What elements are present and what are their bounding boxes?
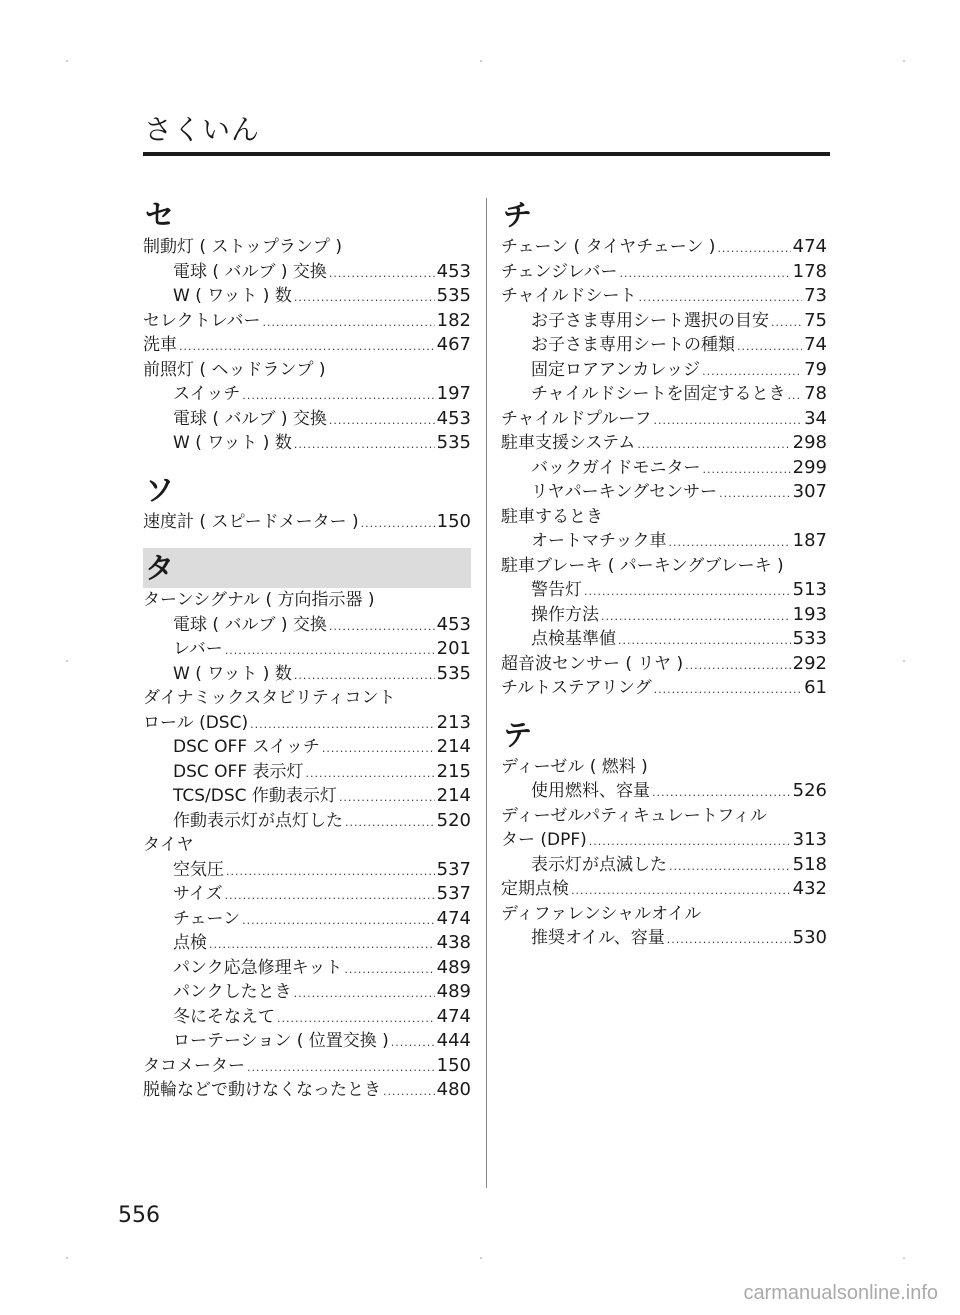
index-entry[interactable] <box>143 784 471 809</box>
index-entry-page[interactable]: 535 <box>436 662 471 684</box>
index-entry-label: 警告灯 <box>531 580 582 600</box>
index-entry-label: 使用燃料、容量 <box>531 781 650 801</box>
dot-leader <box>669 531 791 556</box>
dot-leader <box>391 1031 435 1056</box>
crop-mark <box>903 1257 905 1259</box>
index-entry[interactable] <box>501 529 827 554</box>
crop-mark <box>480 60 482 62</box>
index-entry-page[interactable]: 526 <box>792 780 827 801</box>
index-entry <box>143 588 471 613</box>
index-entry[interactable] <box>143 735 471 760</box>
index-entry-label: サイズ <box>173 884 223 904</box>
index-entry-page[interactable]: 480 <box>436 1079 471 1100</box>
index-entry-label: 空気圧 <box>173 859 224 880</box>
index-entry <box>143 686 471 711</box>
dot-leader <box>788 384 803 409</box>
index-entry-page[interactable]: 533 <box>792 628 827 649</box>
index-entry[interactable] <box>501 260 827 285</box>
index-entry[interactable] <box>501 603 827 628</box>
index-entry-label: 定期点検 <box>501 879 569 899</box>
dot-leader <box>262 311 434 336</box>
crop-mark <box>66 660 68 662</box>
index-entry-page[interactable]: 75 <box>804 309 827 331</box>
index-entry-page[interactable]: 74 <box>804 334 827 355</box>
index-column-right <box>501 195 827 951</box>
index-entry-page[interactable]: 73 <box>804 285 827 306</box>
index-entry[interactable] <box>143 858 471 883</box>
index-entry[interactable] <box>501 358 827 383</box>
index-entry-label: タコメーター <box>143 1055 245 1076</box>
column-divider <box>486 198 487 1188</box>
index-entry-page[interactable]: 197 <box>436 383 471 404</box>
dot-leader <box>306 762 435 787</box>
section-gap <box>143 456 471 470</box>
index-entry[interactable] <box>143 760 471 785</box>
dot-leader <box>242 909 434 934</box>
page-title: さくいん <box>144 113 261 146</box>
dot-leader <box>383 1080 435 1105</box>
index-entry-page[interactable]: 518 <box>792 853 827 875</box>
index-entry-page[interactable]: 537 <box>436 858 471 880</box>
index-entry-page[interactable]: 489 <box>436 981 471 1002</box>
index-entry[interactable] <box>143 284 471 309</box>
index-entry-label: タイヤ <box>143 835 194 855</box>
section-heading: テ <box>503 717 533 752</box>
index-entry-label: 速度計 ( スピードメーター ) <box>143 511 359 532</box>
index-entry-label: セレクトレバー <box>143 310 261 331</box>
dot-leader <box>242 384 434 409</box>
index-entry <box>143 358 471 383</box>
index-entry-page[interactable]: 78 <box>804 383 827 404</box>
index-entry-label: 駐車するとき <box>501 506 603 527</box>
index-entry-label: チェーン ( タイヤチェーン ) <box>501 237 716 257</box>
index-entry <box>501 505 827 530</box>
dot-leader <box>771 311 802 336</box>
index-entry-page[interactable]: 79 <box>804 358 827 380</box>
dot-leader <box>294 433 435 458</box>
index-entry-page[interactable]: 535 <box>436 285 471 306</box>
dot-leader <box>344 958 434 983</box>
dot-leader <box>589 830 791 855</box>
section-heading: チ <box>503 198 533 232</box>
crop-mark <box>66 1257 68 1259</box>
index-entry-label: パンクしたとき <box>173 982 292 1002</box>
dot-leader <box>685 654 791 679</box>
index-entry[interactable] <box>501 333 827 358</box>
index-entry[interactable] <box>501 877 827 902</box>
index-entry[interactable] <box>143 1029 471 1054</box>
index-entry[interactable] <box>501 828 827 853</box>
crop-mark <box>66 60 68 62</box>
dot-leader <box>584 580 791 605</box>
index-entry-page[interactable]: 178 <box>792 260 827 282</box>
index-entry-label: TCS/DSC 作動表示灯 <box>173 786 337 806</box>
index-entry-label: 脱輪などで動けなくなったとき <box>143 1080 381 1100</box>
dot-leader <box>652 781 791 806</box>
dot-leader <box>637 433 790 458</box>
index-entry-label: 電球 ( バルブ ) 交換 <box>173 408 327 429</box>
index-entry[interactable] <box>143 260 471 285</box>
index-entry-label: W ( ワット ) 数 <box>173 286 292 306</box>
index-entry-page[interactable]: 299 <box>792 456 827 478</box>
index-entry[interactable] <box>143 309 471 334</box>
index-entry-page[interactable]: 513 <box>792 579 827 600</box>
index-entry-page[interactable]: 61 <box>804 677 827 698</box>
dot-leader <box>619 262 790 287</box>
dot-leader <box>294 982 435 1007</box>
index-entry[interactable] <box>143 980 471 1005</box>
section-heading: セ <box>145 198 175 232</box>
index-entry-label: 洗車 <box>143 335 177 355</box>
index-entry-label: チェーン <box>173 908 241 929</box>
dot-leader <box>247 1056 435 1081</box>
dot-leader <box>667 928 791 953</box>
index-entry-label: お子さま専用シート選択の目安 <box>531 310 769 331</box>
dot-leader <box>653 409 802 434</box>
index-entry-label: 電球 ( バルブ ) 交換 <box>173 261 327 282</box>
section-heading: タ <box>143 548 471 588</box>
index-entry[interactable] <box>501 676 827 701</box>
index-entry-page[interactable]: 520 <box>436 809 471 831</box>
index-entry[interactable] <box>143 431 471 456</box>
index-entry-label: ローテーション ( 位置交換 ) <box>173 1031 389 1051</box>
index-entry <box>501 554 827 579</box>
index-entry[interactable] <box>501 456 827 481</box>
index-entry-page[interactable]: 213 <box>436 711 471 733</box>
dot-leader <box>361 512 435 537</box>
index-entry-page[interactable]: 530 <box>792 927 827 948</box>
index-entry[interactable] <box>143 510 471 535</box>
index-entry[interactable] <box>143 907 471 932</box>
index-entry-page[interactable]: 438 <box>436 932 471 953</box>
index-entry[interactable] <box>501 309 827 334</box>
index-entry[interactable] <box>143 1078 471 1103</box>
section-heading: ソ <box>145 472 175 507</box>
index-entry <box>501 755 827 780</box>
index-entry-label: ターンシグナル ( 方向指示器 ) <box>143 590 375 610</box>
index-entry[interactable] <box>143 956 471 981</box>
crop-mark <box>903 60 905 62</box>
page-number: 556 <box>118 1203 160 1228</box>
title-rule <box>143 152 830 156</box>
index-entry-page[interactable]: 214 <box>436 785 471 806</box>
dot-leader <box>654 678 802 703</box>
index-entry[interactable] <box>501 627 827 652</box>
index-entry <box>501 804 827 829</box>
index-entry-page[interactable]: 150 <box>436 510 471 532</box>
index-entry-label: DSC OFF 表示灯 <box>173 761 304 782</box>
index-entry[interactable] <box>143 711 471 736</box>
index-entry <box>143 235 471 260</box>
index-entry-label: ター (DPF) <box>501 830 587 850</box>
index-entry[interactable] <box>501 853 827 878</box>
index-entry-label: 固定ロアアンカレッジ <box>531 359 701 380</box>
index-entry-label: お子さま専用シートの種類 <box>531 335 735 355</box>
dot-leader <box>601 605 791 630</box>
index-entry-label: チャイルドシート <box>501 286 637 306</box>
section-gap <box>143 534 471 548</box>
index-entry[interactable] <box>143 662 471 687</box>
index-entry[interactable] <box>501 779 827 804</box>
index-entry-label: チャイルドシートを固定するとき <box>531 384 786 404</box>
dot-leader <box>209 933 435 958</box>
index-entry-page[interactable]: 292 <box>792 652 827 674</box>
index-entry-page[interactable]: 187 <box>792 530 827 551</box>
index-entry-label: 推奨オイル、容量 <box>531 928 665 948</box>
index-entry-label: 前照灯 ( ヘッドランプ ) <box>143 359 326 380</box>
index-entry-label: ロール (DSC) <box>143 712 249 733</box>
index-entry-label: W ( ワット ) 数 <box>173 433 292 453</box>
index-entry[interactable] <box>143 407 471 432</box>
index-entry-label: 電球 ( バルブ ) 交換 <box>173 614 327 635</box>
dot-leader <box>329 409 435 434</box>
index-entry[interactable] <box>501 431 827 456</box>
dot-leader <box>639 286 803 311</box>
dot-leader <box>225 639 435 664</box>
index-entry-page[interactable]: 313 <box>792 829 827 850</box>
index-entry[interactable] <box>143 613 471 638</box>
index-entry-label: ディーゼル ( 燃料 ) <box>501 756 648 777</box>
index-entry-label: チルトステアリング <box>501 678 652 698</box>
index-entry-page[interactable]: 201 <box>436 638 471 659</box>
index-entry-page[interactable]: 444 <box>436 1030 471 1051</box>
index-entry[interactable] <box>501 382 827 407</box>
index-entry <box>501 902 827 927</box>
index-entry-label: 点検 <box>173 933 207 953</box>
index-entry-label: 制動灯 ( ストップランプ ) <box>143 237 342 257</box>
dot-leader <box>717 237 790 262</box>
dot-leader <box>737 335 802 360</box>
index-entry-label: ダイナミックスタビリティコント <box>143 688 396 708</box>
dot-leader <box>250 713 435 738</box>
index-entry-label: 駐車ブレーキ ( パーキングブレーキ ) <box>501 555 784 576</box>
index-entry-label: 表示灯が点滅した <box>531 854 667 875</box>
index-entry-page[interactable]: 537 <box>436 883 471 904</box>
index-entry-label: オートマチック車 <box>531 531 667 551</box>
index-entry-page[interactable]: 214 <box>436 736 471 757</box>
index-entry-page[interactable]: 453 <box>436 407 471 429</box>
index-entry-label: ディファレンシャルオイル <box>501 903 702 924</box>
index-entry-page[interactable]: 34 <box>804 407 827 429</box>
dot-leader <box>703 458 791 483</box>
index-entry[interactable] <box>501 926 827 951</box>
index-entry-label: パンク応急修理キット <box>173 957 343 978</box>
crop-mark <box>480 1257 482 1259</box>
index-entry[interactable] <box>143 809 471 834</box>
index-entry-label: 点検基準値 <box>531 629 616 649</box>
dot-leader <box>669 855 791 880</box>
index-entry[interactable] <box>143 333 471 358</box>
index-entry-page[interactable]: 474 <box>792 236 827 257</box>
dot-leader <box>571 879 791 904</box>
index-entry-label: 作動表示灯が点灯した <box>173 810 343 831</box>
dot-leader <box>226 860 435 885</box>
index-entry-label: 冬にそなえて <box>173 1006 275 1027</box>
index-entry-label: 操作方法 <box>531 604 599 625</box>
dot-leader <box>618 629 791 654</box>
dot-leader <box>329 262 435 287</box>
index-entry-label: W ( ワット ) 数 <box>173 663 292 684</box>
index-entry-page[interactable]: 215 <box>436 760 471 782</box>
index-entry-page[interactable]: 453 <box>436 613 471 635</box>
index-entry-label: レバー <box>173 639 223 659</box>
index-entry[interactable] <box>501 235 827 260</box>
index-entry <box>143 833 471 858</box>
dot-leader <box>322 737 435 762</box>
index-entry[interactable] <box>143 637 471 662</box>
dot-leader <box>345 811 435 836</box>
dot-leader <box>294 286 435 311</box>
index-entry-page[interactable]: 489 <box>436 956 471 978</box>
crop-mark <box>903 660 905 662</box>
index-entry-label: スイッチ <box>173 384 241 404</box>
index-entry[interactable] <box>501 407 827 432</box>
index-entry-page[interactable]: 307 <box>792 481 827 502</box>
index-entry[interactable] <box>143 1005 471 1030</box>
index-entry-label: チャイルドプルーフ <box>501 408 652 429</box>
index-column-left <box>143 195 471 1103</box>
dot-leader <box>277 1007 435 1032</box>
dot-leader <box>294 664 435 689</box>
index-entry-page[interactable]: 467 <box>436 334 471 355</box>
index-entry[interactable] <box>501 652 827 677</box>
dot-leader <box>179 335 435 360</box>
index-entry-label: DSC OFF スイッチ <box>173 737 320 757</box>
index-entry-page[interactable]: 150 <box>436 1054 471 1076</box>
index-entry-page[interactable]: 453 <box>436 260 471 282</box>
index-entry-page[interactable]: 474 <box>436 907 471 929</box>
index-entry-page[interactable]: 535 <box>436 432 471 453</box>
index-entry[interactable] <box>501 480 827 505</box>
index-entry-label: リヤパーキングセンサー <box>531 482 718 502</box>
index-entry-label: バックガイドモニター <box>531 457 701 478</box>
index-entry[interactable] <box>501 284 827 309</box>
watermark[interactable]: carmanualsonline.info <box>743 1282 938 1304</box>
index-entry[interactable] <box>143 1054 471 1079</box>
index-entry-label: 駐車支援システム <box>501 433 636 453</box>
index-entry-label: チェンジレバー <box>501 261 618 282</box>
index-entry-page[interactable]: 298 <box>792 432 827 453</box>
index-entry-label: 超音波センサー ( リヤ ) <box>501 653 684 674</box>
index-entry-page[interactable]: 432 <box>792 878 827 899</box>
index-entry-page[interactable]: 182 <box>436 309 471 331</box>
dot-leader <box>225 884 435 909</box>
index-entry[interactable] <box>501 578 827 603</box>
index-entry-page[interactable]: 193 <box>792 603 827 625</box>
index-entry[interactable] <box>143 382 471 407</box>
section-gap <box>501 701 827 715</box>
dot-leader <box>719 482 790 507</box>
dot-leader <box>702 360 802 385</box>
index-entry-page[interactable]: 474 <box>436 1005 471 1027</box>
dot-leader <box>339 786 435 811</box>
index-entry[interactable] <box>143 931 471 956</box>
index-entry[interactable] <box>143 882 471 907</box>
dot-leader <box>329 615 435 640</box>
index-entry-label: ディーゼルパティキュレートフィル <box>501 805 767 826</box>
